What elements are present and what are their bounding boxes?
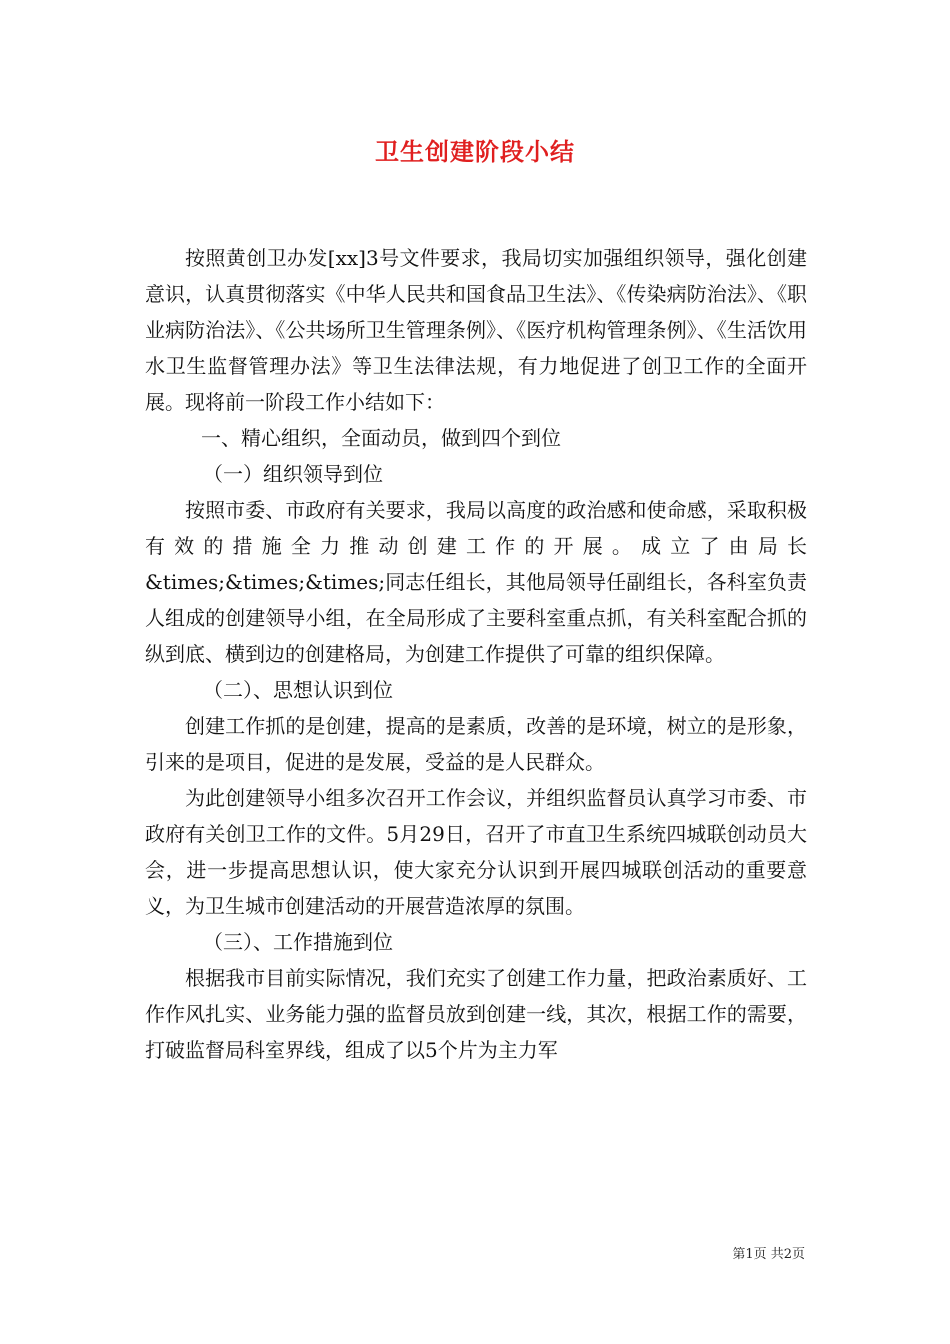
subsection-heading-3: （三）、工作措施到位 [203,930,393,954]
paragraph-meetings: 为此创建领导小组多次召开工作会议，并组织监督员认真学习市委、市政府有关创卫工作的文件。5月29日，召开了市直卫生系统四城联创动员大会，进一步提高思想认识，使大家充分认识到开展四城联创活动的重要意义，为卫生城市创建活动的开展营造浓厚的氛围。 [145,786,807,918]
paragraph-awareness: 创建工作抓的是创建，提高的是素质，改善的是环境，树立的是形象，引来的是项目，促进的是发展，受益的是人民群众。 [145,714,807,774]
paragraph-organization: 按照市委、市政府有关要求，我局以高度的政治感和使命感，采取积极有效的措施全力推动创建工作的开展。成立了由局长&times;&times;&times;同志任组长，其他局领导任副组长，各科室负责人组成的创建领导小组，在全局形成了主要科室重点抓，有关科室配合抓的纵到底、横到边的创建格局，为创建工作提供了可靠的组织保障。 [145,498,807,666]
page-number-footer: 第1页 共2页 [732,1247,805,1262]
paragraph-intro: 按照黄创卫办发[xx]3号文件要求，我局切实加强组织领导，强化创建意识，认真贯彻落实《中华人民共和国食品卫生法》、《传染病防治法》、《职业病防治法》、《公共场所卫生管理条例》、《医疗机构管理条例》、《生活饮用水卫生监督管理办法》等卫生法律法规，有力地促进了创卫工作的全面开展。现将前一阶段工作小结如下： [145,246,807,414]
subsection-heading-1: （一）组织领导到位 [203,462,383,486]
document-title: 卫生创建阶段小结 [375,137,575,166]
section-heading-1: 一、精心组织，全面动员，做到四个到位 [201,426,561,450]
document-body [145,240,807,1068]
subsection-heading-2: （二）、思想认识到位 [203,678,393,702]
paragraph-measures: 根据我市目前实际情况，我们充实了创建工作力量，把政治素质好、工作作风扎实、业务能力强的监督员放到创建一线，其次，根据工作的需要，打破监督局科室界线，组成了以5个片为主力军 [145,966,807,1062]
